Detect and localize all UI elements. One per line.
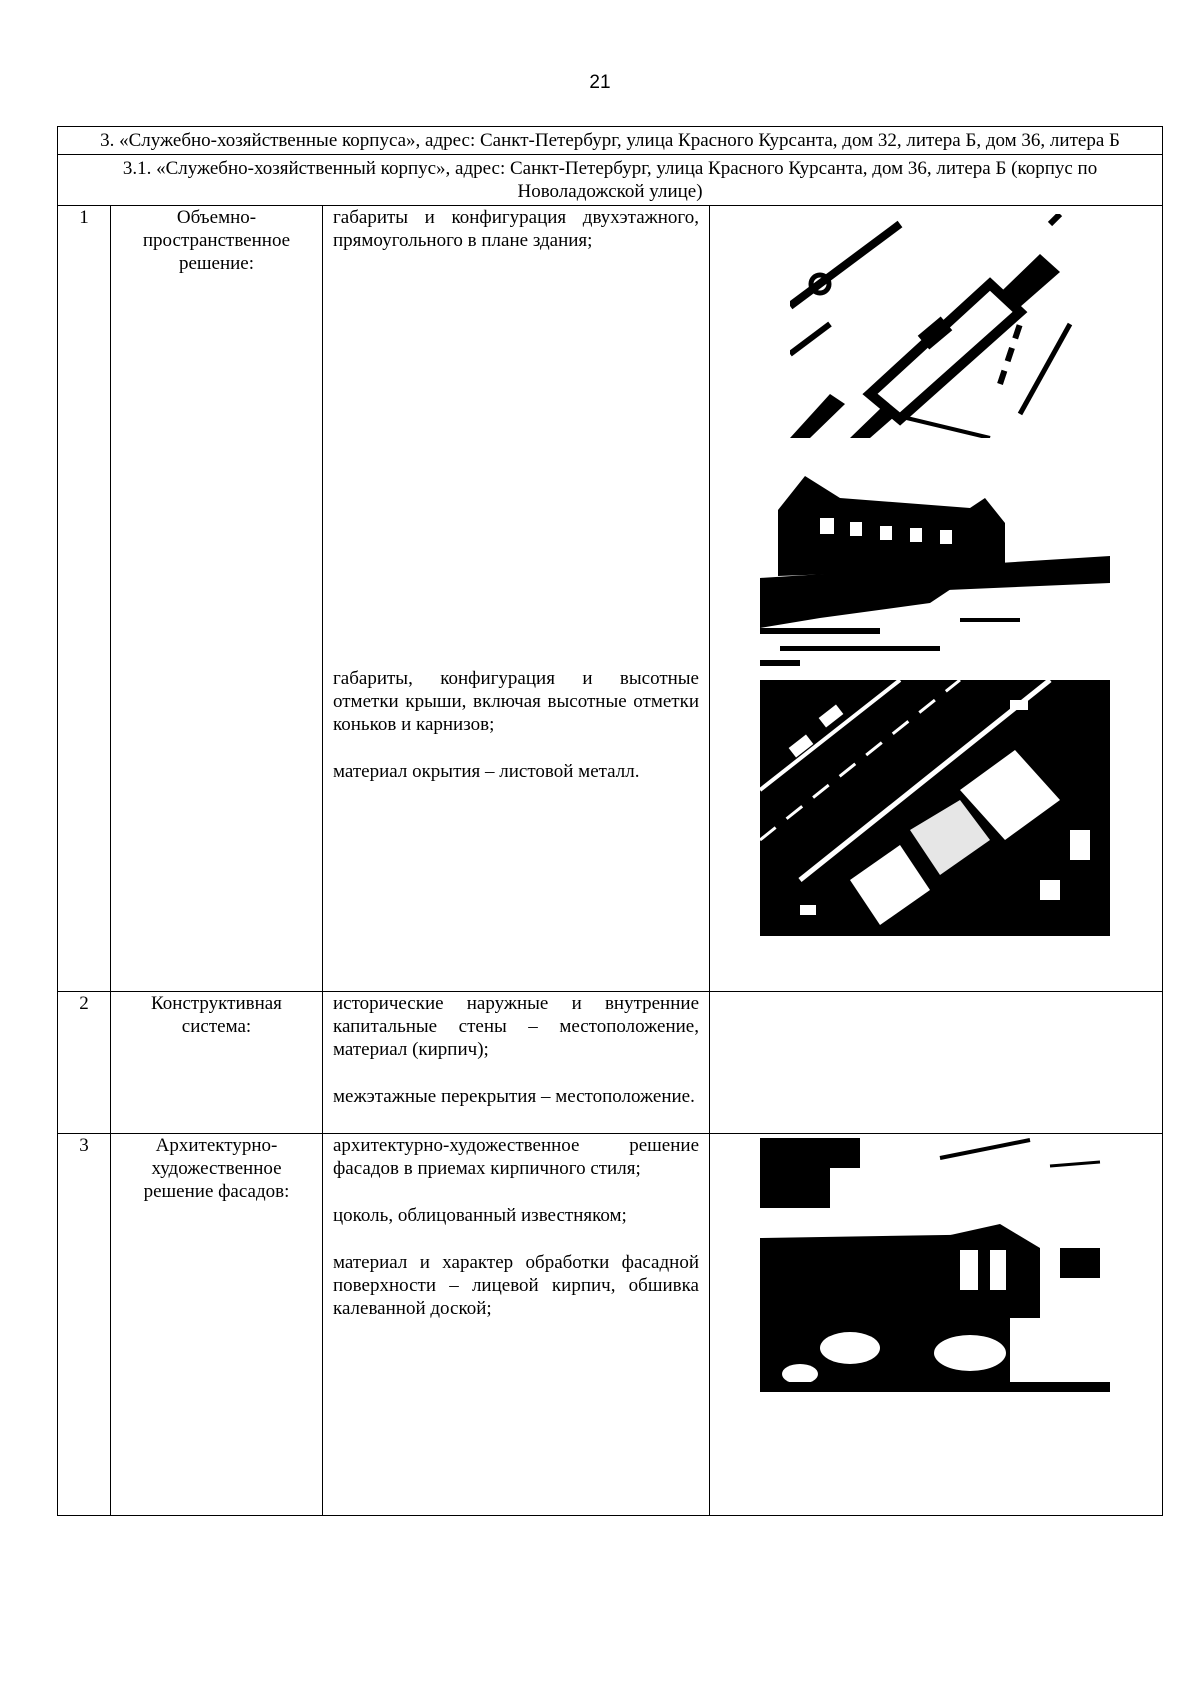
description-item: исторические наружные и внутренние капитальные стены – местоположение, материал (кирпич); <box>333 993 699 1060</box>
feature-name: Конструктивная система: <box>111 992 323 1134</box>
illustration-cell <box>710 1134 1163 1516</box>
row-number: 3 <box>58 1134 111 1516</box>
row-number: 2 <box>58 992 111 1134</box>
site-plan-image <box>790 214 1074 438</box>
description-item: межэтажные перекрытия – местоположение. <box>333 1086 695 1107</box>
description-item: архитектурно-художественное решение фасадов в приемах кирпичного стиля; <box>333 1135 699 1179</box>
feature-description <box>323 206 710 992</box>
subsection-header-row <box>58 155 1163 206</box>
feature-description <box>323 1134 710 1516</box>
feature-name: Архитектурно-художественное решение фасадов: <box>111 1134 323 1516</box>
row-number: 1 <box>58 206 111 992</box>
page-number: 21 <box>589 72 611 93</box>
feature-name: Объемно-пространственное решение: <box>111 206 323 992</box>
description-item: габариты и конфигурация двухэтажного, прямоугольного в плане здания; <box>333 207 699 251</box>
table-row <box>58 1134 1163 1516</box>
section-header-row <box>58 127 1163 155</box>
feature-description <box>323 992 710 1134</box>
subsection-title: 3.1. «Служебно-хозяйственный корпус», адрес: Санкт-Петербург, улица Красного Курсанта, дом 36, литера Б (корпус по Новоладожской улице) <box>58 155 1163 206</box>
description-item: габариты, конфигурация и высотные отметки крыши, включая высотные отметки коньков и карнизов; <box>333 668 699 735</box>
protected-features-table <box>57 126 1163 1516</box>
facade-photo-image <box>760 1138 1110 1392</box>
description-item: цоколь, облицованный известняком; <box>333 1205 627 1226</box>
table-row <box>58 206 1163 992</box>
description-item: материал и характер обработки фасадной поверхности – лицевой кирпич, обшивка калеванной доской; <box>333 1252 699 1319</box>
illustration-cell <box>710 992 1163 1134</box>
building-photo-image <box>760 468 1110 668</box>
aerial-photo-image <box>760 680 1110 936</box>
table-row <box>58 992 1163 1134</box>
description-item: материал окрытия – листовой металл. <box>333 761 640 782</box>
illustration-cell <box>710 206 1163 992</box>
section-title: 3. «Служебно-хозяйственные корпуса», адрес: Санкт-Петербург, улица Красного Курсанта, дом 32, литера Б, дом 36, литера Б <box>58 127 1163 155</box>
